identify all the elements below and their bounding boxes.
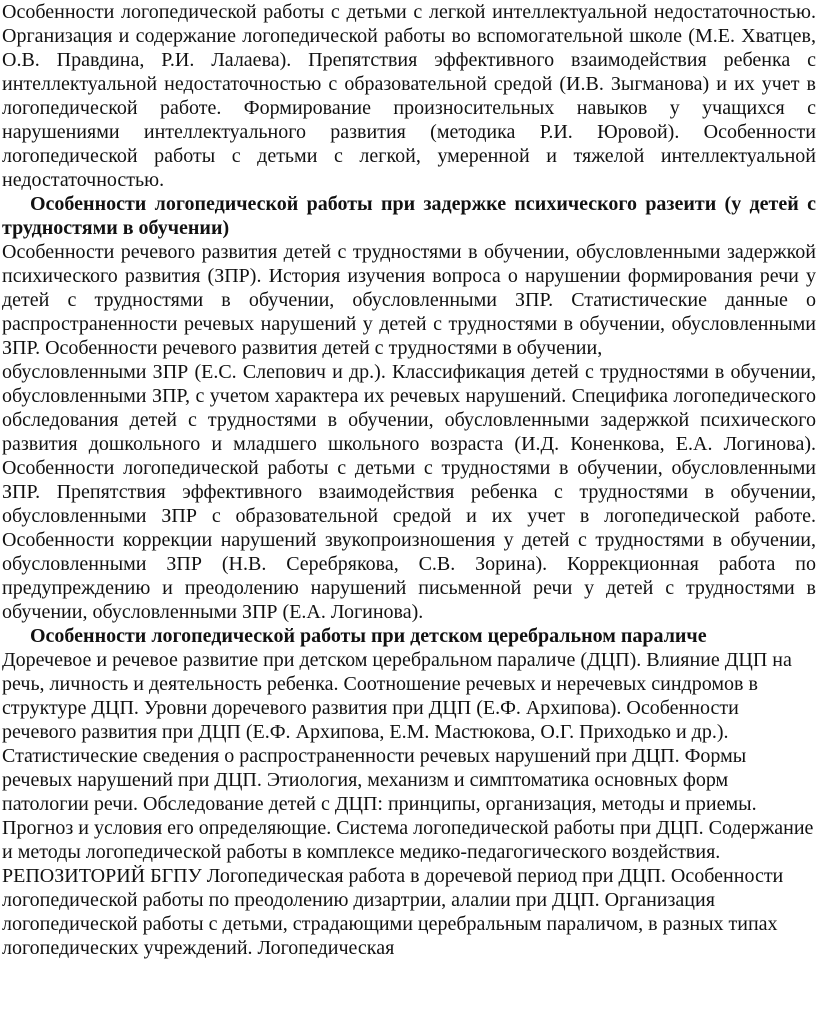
zpr-paragraph-1: Особенности речевого развития детей с трудностями в обучении, обусловленными задержкой психического развития (ЗПР). История изучения вопроса о нарушении формирования речи у детей с трудностями в обучении, обусловленными ЗПР. Статистические данные о распространенности речевых нарушений у детей с трудностями в обучении, обусловленными ЗПР. Особенности речевого развития детей с трудностями в обучении,	[2, 241, 816, 359]
dcp-paragraph: Доречевое и речевое развитие при детском церебральном параличе (ДЦП). Влияние ДЦП на речь, личность и деятельность ребенка. Соотношение речевых и неречевых синдромов в структуре ДЦП. Уровни доречевого развития при ДЦП (Е.Ф. Архипова). Особенности речевого развития при ДЦП (Е.Ф. Архипова, Е.М. Мастюкова, О.Г. Приходько и др.). Статистические сведения о распространенности речевых нарушений при ДЦП. Формы речевых нарушений при ДЦП. Этиология, механизм и симптоматика основных форм патологии речи. Обследование детей с ДЦП: принципы, организация, методы и приемы. Прогноз и условия его определяющие. Система логопедической работы при ДЦП. Содержание и методы логопедической работы в комплексе медико-педагогического воздействия. РЕПОЗИТОРИЙ БГПУ Логопедическая работа в доречевой период при ДЦП. Особенности логопедической работы по преодолению дизартрии, алалии при ДЦП. Организация логопедической работы с детьми, страдающими церебральным параличом, в разных типах логопедических учреждений. Логопедическая	[2, 649, 814, 959]
section-heading-dcp: Особенности логопедической работы при детском церебральном параличе	[30, 625, 707, 647]
intro-paragraph: Особенности логопедической работы с детьми с легкой интеллектуальной недостаточностью. Организация и содержание логопедической работы во вспомогательной школе (М.Е. Хватцев, О.В. Правдина, Р.И. Лалаева). Препятствия эффективного взаимодействия ребенка с интеллектуальной недостаточностью с образовательной средой (И.В. Зыгманова) и их учет в логопедической работе. Формирование произносительных навыков у учащихся с нарушениями интеллектуального развития (методика Р.И. Юровой). Особенности логопедической работы с детьми с легкой, умеренной и тяжелой интеллектуальной недостаточностью.	[2, 1, 816, 191]
section-heading-zpr: Особенности логопедической работы при задержке психического разеити (у детей с трудностями в обучении)	[2, 193, 816, 239]
zpr-paragraph-2: обусловленными ЗПР (Е.С. Слепович и др.). Классификация детей с трудностями в обучении, обусловленными ЗПР, с учетом характера их речевых нарушений. Специфика логопедического обследования детей с трудностями в обучении, обусловленными задержкой психического развития дошкольного и младшего школьного возраста (И.Д. Коненкова, Е.А. Логинова). Особенности логопедической работы с детьми с трудностями в обучении, обусловленными ЗПР. Препятствия эффективного взаимодействия ребенка с трудностями в обучении, обусловленными ЗПР с образовательной средой и их учет в логопедической работе. Особенности коррекции нарушений звукопроизношения у детей с трудностями в обучении, обусловленными ЗПР (Н.В. Серебрякова, С.В. Зорина). Коррекционная работа по предупреждению и преодолению нарушений письменной речи у детей с трудностями в обучении, обусловленными ЗПР (Е.А. Логинова).	[2, 361, 816, 623]
document-page	[2, 0, 816, 960]
